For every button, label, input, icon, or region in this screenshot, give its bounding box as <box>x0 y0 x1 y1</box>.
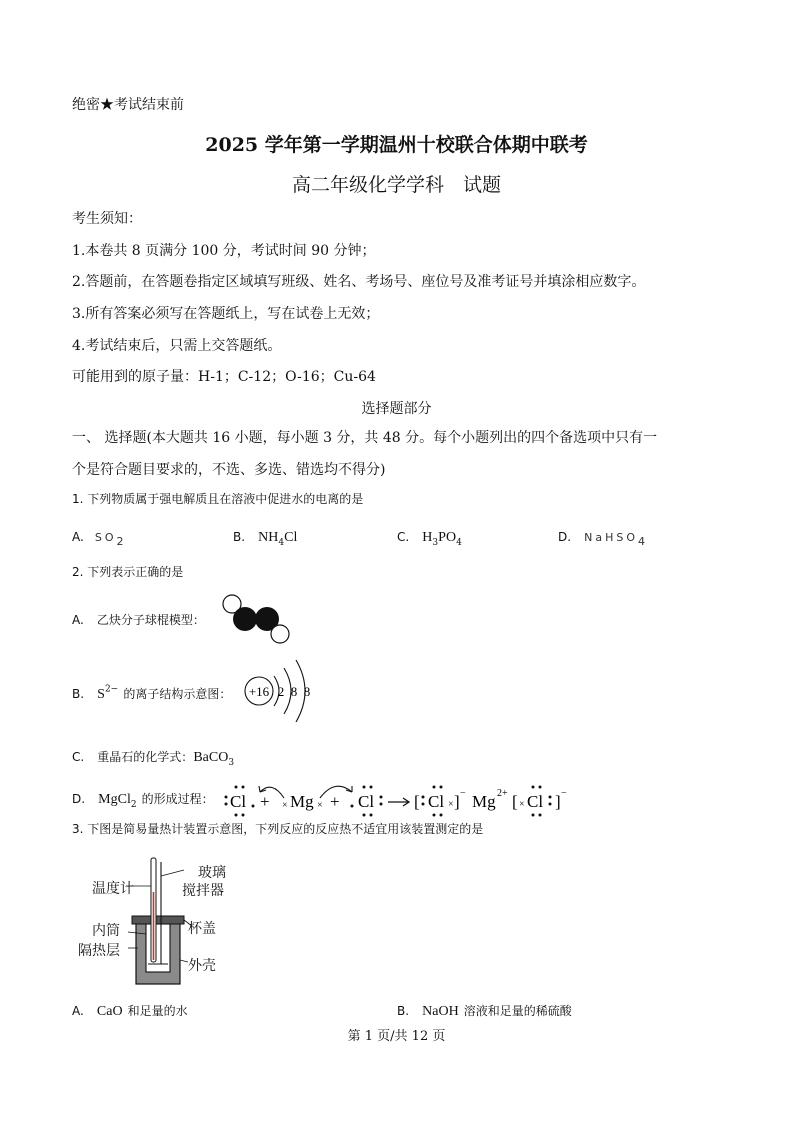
chlorine-symbol: Cl <box>428 792 445 811</box>
q1-option-d[interactable]: D. NaHSO$_4$ <box>558 530 649 549</box>
notice-item-1: 1.本卷共 8 页满分 100 分，考试时间 90 分钟； <box>72 243 376 259</box>
label-thermometer: 温度计 <box>92 881 134 897</box>
q2-option-c[interactable]: C. 重晶石的化学式：BaCO$_3$ <box>72 750 235 769</box>
q3-stem: 3. 下图是简易量热计装置示意图，下列反应的反应热不适宜用该装置测定的是 <box>72 822 484 836</box>
plus-sign: + <box>260 792 270 811</box>
section-intro-line1: 一、 选择题(本大题共 16 小题，每小题 3 分，共 48 分。每个小题列出的四个备选项中只有一 <box>72 430 658 446</box>
carbon-atom <box>233 607 257 631</box>
nucleus-charge: +16 <box>248 684 270 699</box>
charge-minus: − <box>460 788 466 799</box>
q1-option-a[interactable]: A. $SO_2$ <box>72 530 127 549</box>
bracket: [ <box>512 792 518 811</box>
plus-sign: + <box>330 792 340 811</box>
bracket: [ <box>414 792 420 811</box>
electron-cross: × <box>448 799 454 810</box>
bracket: ] <box>454 792 460 811</box>
inner-cup <box>146 924 170 972</box>
notice-heading: 考生须知： <box>72 211 142 227</box>
notice-item-3: 3.所有答案必须写在答题纸上，写在试卷上无效； <box>72 306 380 322</box>
exam-title: 2025 学年第一学期温州十校联合体期中联考 <box>205 134 588 156</box>
acetylene-ball-stick-model <box>218 592 298 648</box>
charge-2plus: 2+ <box>497 788 508 799</box>
q3-option-b[interactable]: B. NaOH 溶液和足量的稀硫酸 <box>397 1004 572 1019</box>
secret-label: 绝密★考试结束前 <box>72 97 184 113</box>
sulfide-ion-structure-diagram <box>240 656 330 726</box>
label-insulation: 隔热层 <box>78 943 120 959</box>
q1-option-b[interactable]: B. $NH_4Cl$ <box>233 530 298 549</box>
section-title: 选择题部分 <box>361 401 432 417</box>
label-lid: 杯盖 <box>188 921 216 937</box>
electron-cross: × <box>519 799 525 810</box>
notice-item-4: 4.考试结束后，只需上交答题纸。 <box>72 338 282 354</box>
magnesium-symbol: Mg <box>290 792 314 811</box>
label-glass-1: 玻璃 <box>198 865 226 881</box>
page-footer: 第 1 页/共 12 页 <box>347 1029 446 1044</box>
q2-stem: 2. 下列表示正确的是 <box>72 565 184 579</box>
q2-option-d[interactable]: D. MgCl$_2$ 的形成过程： <box>72 792 214 811</box>
q2-option-a[interactable]: A. 乙炔分子球棍模型： <box>72 613 205 627</box>
leader-line <box>161 870 184 876</box>
q1-stem: 1. 下列物质属于强电解质且在溶液中促进水的电离的是 <box>72 492 364 506</box>
chlorine-symbol: Cl <box>527 792 544 811</box>
electron-cross: × <box>282 800 288 811</box>
shell-electrons-2: 8 <box>290 684 298 699</box>
electron-cross: × <box>317 800 323 811</box>
notice-item-2: 2.答题前，在答题卷指定区域填写班级、姓名、考场号、座位号及准考证号并填涂相应数字。 <box>72 274 646 290</box>
magnesium-symbol: Mg <box>472 792 496 811</box>
exam-subtitle: 高二年级化学学科 试题 <box>291 174 501 196</box>
label-glass-2: 搅拌器 <box>182 883 224 899</box>
chlorine-symbol: Cl <box>230 792 247 811</box>
q3-option-a[interactable]: A. CaO 和足量的水 <box>72 1004 188 1019</box>
charge-minus: − <box>561 788 567 799</box>
shell-electrons-3: 8 <box>303 684 311 699</box>
label-outer-shell: 外壳 <box>188 958 216 974</box>
label-inner-cup: 内筒 <box>92 923 120 939</box>
cup-lid <box>132 916 184 924</box>
bracket: ] <box>555 792 561 811</box>
atomic-mass-line: 可能用到的原子量：H-1；C-12；O-16；Cu-64 <box>72 369 376 385</box>
chlorine-symbol: Cl <box>358 792 375 811</box>
hydrogen-atom <box>271 625 289 643</box>
section-intro-line2: 个是符合题目要求的，不选、多选、错选均不得分) <box>72 462 386 478</box>
q1-option-c[interactable]: C. $H_3PO_4$ <box>397 530 462 549</box>
q2-option-b[interactable]: B. $S^{2-}$ 的离子结构示意图： <box>72 684 232 702</box>
leader-line <box>180 960 188 962</box>
shell-electrons-1: 2 <box>277 684 285 699</box>
